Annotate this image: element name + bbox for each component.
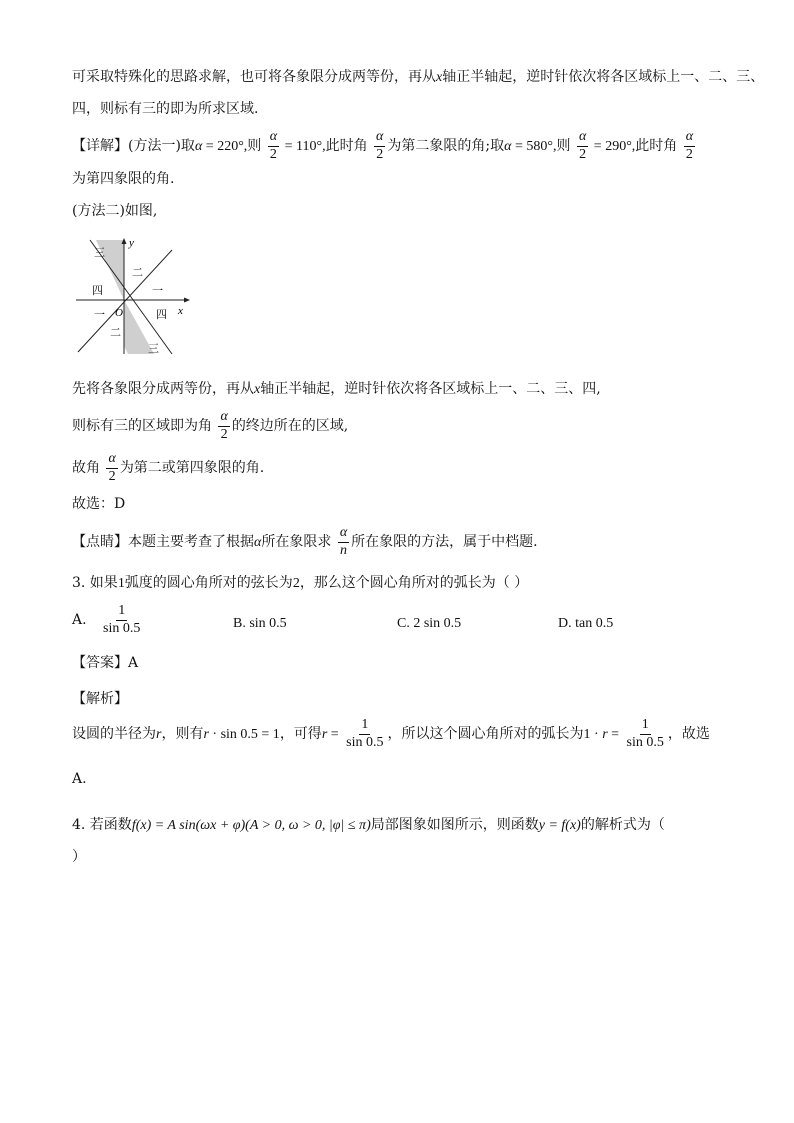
sol-text: ，则有 <box>161 726 204 743</box>
x-label: x <box>178 305 183 317</box>
sol-text: ，所以这个圆心角所对的弧长为 <box>387 726 584 743</box>
r-var: r <box>156 727 162 743</box>
x-var: x <box>254 382 261 397</box>
r-var: r <box>321 727 328 743</box>
region-label: 一 <box>94 308 105 321</box>
detail-tag: 【详解】 <box>72 138 128 155</box>
q4-text: 的解析式为（ <box>580 817 665 833</box>
fraction-1-sin: $\frac{1}{\sin 0.5}$ <box>626 717 664 750</box>
alpha-var: α <box>504 139 512 155</box>
region-label: 三 <box>148 342 159 355</box>
answer-tag: 【答案】 <box>72 655 128 671</box>
q4-text: 4. 若函数 <box>72 817 132 833</box>
method1-text: (方法一)取 <box>128 138 195 155</box>
fraction-1-sin: $\frac{1}{\sin 0.5}$ <box>346 717 384 750</box>
intro-text-a: 可采取特殊化的思路求解，也可将各象限分成两等份，再从 <box>72 69 436 85</box>
second-quadrant-text: 为第二象限的角;取 <box>387 138 505 155</box>
fraction-alpha-2: $\frac{\alpha}{2}$ <box>376 129 384 162</box>
fraction-alpha-2: $\frac{\alpha}{2}$ <box>578 129 587 162</box>
fraction-alpha-2: $\frac{\alpha}{2}$ <box>685 129 694 162</box>
method2-label: (方法二)如图, <box>72 203 158 219</box>
q3-num: 1 <box>117 576 125 591</box>
comment-tag: 【点睛】 <box>72 534 128 551</box>
comment-text: 所在象限的方法，属于中档题. <box>351 534 538 551</box>
option-b: B. sin 0.5 <box>233 616 287 631</box>
q4-stem-end: ） <box>72 849 86 865</box>
r-var: r <box>203 727 209 743</box>
intro-line-1 <box>72 70 764 85</box>
q4-formula-2: y = f(x) <box>538 818 581 833</box>
x-axis-arrow <box>184 298 190 303</box>
method2-text: 的终边所在的区域, <box>231 418 349 435</box>
eq-290: = 290°,此时角 <box>590 139 678 155</box>
region-label: 三 <box>94 246 105 259</box>
comment-text: 所在象限求 <box>261 534 332 551</box>
q3-text: 3. 如果 <box>72 575 118 591</box>
option-a-fraction: $\frac{1}{\sin 0.5}$ <box>103 603 141 636</box>
intro-line-2: 四，则标有三的即为所求区域. <box>72 101 259 117</box>
eq-580: = 580°,则 <box>511 139 571 155</box>
q3-solution <box>72 718 710 750</box>
method2-text: 为第二或第四象限的角. <box>119 460 265 477</box>
method2-text: 先将各象限分成两等份，再从 <box>72 381 254 397</box>
region-label: 一 <box>152 284 163 297</box>
option-d: D. tan 0.5 <box>558 616 614 631</box>
method2-line-1 <box>72 382 601 397</box>
y-label: y <box>129 237 134 249</box>
x-var: x <box>436 70 443 85</box>
sol-eq: · sin 0.5 = 1 <box>208 727 280 743</box>
method2-text: 轴正半轴起，逆时针依次将各区域标上一、二、三、四, <box>260 381 601 397</box>
option-a <box>72 604 144 636</box>
alpha-var: α <box>254 535 262 551</box>
quadrant-figure <box>72 232 196 360</box>
alpha-var: α <box>194 139 203 155</box>
fraction-alpha-n: $\frac{\alpha}{n}$ <box>339 525 348 558</box>
option-c: C. 2 sin 0.5 <box>397 616 462 631</box>
q3-solution-end: A. <box>72 771 87 787</box>
region-label: 二 <box>132 266 143 279</box>
answer-d: 故选：D <box>72 496 126 512</box>
sol-text: ，故选 <box>667 726 710 743</box>
comment-text: 本题主要考查了根据 <box>128 534 254 551</box>
eq-110: = 110°,此时角 <box>281 139 368 155</box>
q3-stem <box>72 576 528 591</box>
q3-text: 弧度的圆心角所对的弦长为 <box>124 575 293 591</box>
region-label: 二 <box>110 326 121 339</box>
q4-formula: f(x) = A sin(ωx + φ)(A > 0, ω > 0, |φ| ≤ π) <box>131 818 371 833</box>
method2-line-2 <box>72 410 348 442</box>
eq-220: = 220°,则 <box>202 139 262 155</box>
sol-eq: = <box>607 727 623 743</box>
detail-line-2: 为第四象限的角. <box>72 171 175 187</box>
sol-text: 设圆的半径为 <box>72 726 156 743</box>
option-a-label: A. <box>72 612 87 629</box>
q3-answer <box>72 656 138 670</box>
intro-text-b: 轴正半轴起，逆时针依次将各区域标上一、二、三、 <box>442 69 765 85</box>
fraction-alpha-2: $\frac{\alpha}{2}$ <box>220 409 228 442</box>
answer-value: A <box>128 655 139 671</box>
q4-stem <box>72 818 665 833</box>
q4-text: 局部图象如图所示，则函数 <box>370 817 539 833</box>
region-label: 四 <box>156 308 167 321</box>
method2-line-3 <box>72 452 264 484</box>
q3-text: ，那么这个圆心角所对的弧长为（ ） <box>299 575 529 591</box>
q3-num: 2 <box>292 576 300 591</box>
method2-text: 故角 <box>72 460 100 477</box>
sol-eq: = <box>327 727 343 743</box>
q3-analysis-tag: 【解析】 <box>72 691 128 707</box>
method2-text: 则标有三的区域即为角 <box>72 418 212 435</box>
detail-line-1 <box>72 130 697 162</box>
sol-eq: 1 · <box>583 727 603 743</box>
r-var: r <box>602 727 608 743</box>
comment-line <box>72 526 538 558</box>
sol-text: ，可得 <box>279 726 322 743</box>
origin-label: O <box>115 307 123 319</box>
fraction-alpha-2: $\frac{\alpha}{2}$ <box>269 129 278 162</box>
fraction-alpha-2: $\frac{\alpha}{2}$ <box>108 451 116 484</box>
region-label: 四 <box>92 284 103 297</box>
